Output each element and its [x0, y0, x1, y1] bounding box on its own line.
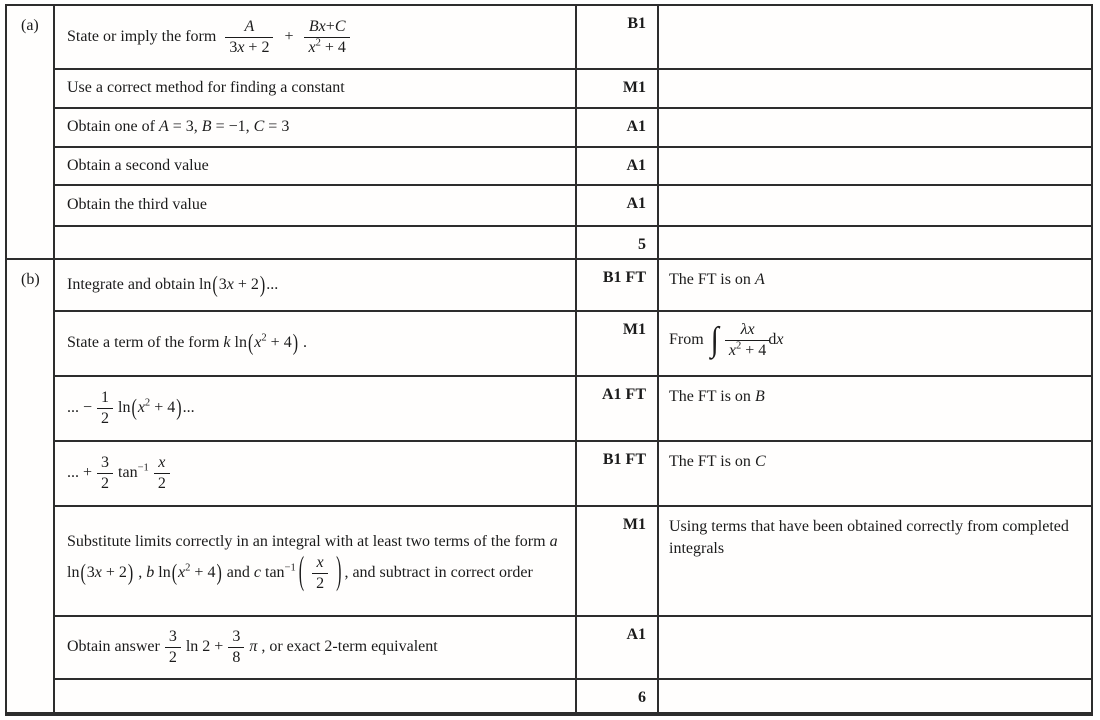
desc-b2-text: State a term of the form k $\ln(x^2 + 4)$ .: [67, 331, 308, 356]
comment-a3: [659, 109, 1091, 148]
comment-a2: [659, 70, 1091, 109]
comment-b5-text: Using terms that have been obtained correctly from completed integrals: [669, 518, 1069, 557]
comment-b3-text: The FT is on B: [669, 388, 765, 405]
desc-b1-text: Integrate and obtain ln(3x + 2)...: [67, 272, 279, 298]
desc-b1: [55, 260, 577, 312]
comment-b2: [659, 312, 1091, 377]
total-part-b: 6: [577, 680, 659, 712]
comment-b7: [659, 680, 1091, 712]
desc-b3-pre: ... −: [67, 399, 93, 417]
desc-b6-mid: ln 2 +: [185, 638, 224, 656]
desc-a2: [55, 70, 577, 109]
fraction-x-over-2: $\frac{x}{2}$: [312, 554, 328, 592]
desc-a4-text: Obtain a second value: [67, 156, 209, 174]
comment-b2-text: From: [669, 330, 704, 348]
total-part-a: 5: [577, 227, 659, 260]
plus-operator: +: [284, 27, 294, 45]
desc-b4: [55, 442, 577, 507]
desc-b3: [55, 377, 577, 442]
mark-b6: A1: [577, 617, 659, 680]
mark-b5: M1: [577, 507, 659, 617]
desc-b2: [55, 312, 577, 377]
fraction-1-over-2: $\frac{1}{2}$: [97, 389, 113, 427]
comment-b6: [659, 617, 1091, 680]
mark-b3: A1 FT: [577, 377, 659, 442]
comment-a4: [659, 148, 1091, 186]
desc-a1: [55, 6, 577, 70]
comment-b1-text: The FT is on A: [669, 271, 765, 288]
part-a-text: (a): [21, 17, 39, 34]
fraction-lambdax-over-x2p4: $\frac{\lambda x}{x^2 + 4}$: [725, 321, 770, 359]
comment-b4-text: The FT is on C: [669, 453, 766, 470]
comment-b4: [659, 442, 1091, 507]
desc-a5: [55, 186, 577, 227]
desc-b6: [55, 617, 577, 680]
desc-a5-text: Obtain the third value: [67, 196, 207, 214]
desc-a3: [55, 109, 577, 148]
mark-a1: B1: [577, 6, 659, 70]
comment-b3: [659, 377, 1091, 442]
desc-b7-empty: [55, 680, 577, 712]
comment-a6: [659, 227, 1091, 260]
desc-a2-text: Use a correct method for finding a constant: [67, 79, 345, 97]
desc-b5: [55, 507, 577, 617]
desc-b5-flow1: Substitute limits correctly in an integral with at least two terms of the form a ln(3x + 2) , b $\ln(x^2 + 4)$ and c $\tan^{-1}$: [67, 532, 558, 586]
mark-b4: B1 FT: [577, 442, 659, 507]
desc-b3-post: $\ln(x^2 + 4)$...: [118, 396, 195, 421]
dx-term: dx: [768, 330, 784, 348]
desc-a1-text: State or imply the form: [67, 27, 217, 45]
big-right-paren: ): [336, 551, 342, 593]
comment-b1: [659, 260, 1091, 312]
comment-a5: [659, 186, 1091, 227]
fraction-x-over-2: $\frac{x}{2}$: [154, 454, 170, 492]
mark-a3: A1: [577, 109, 659, 148]
desc-a6-empty: [55, 227, 577, 260]
mark-a2: M1: [577, 70, 659, 109]
fraction-a-over-3x2: $\frac{A}{3x + 2}$: [225, 18, 273, 56]
part-label-a: [7, 6, 55, 260]
mark-a5: A1: [577, 186, 659, 227]
fraction-bxc-over-x2p4: $\frac{Bx+C}{x^2 + 4}$: [304, 18, 349, 56]
desc-b5-flow2: , and subtract in correct order: [344, 564, 533, 582]
mark-b1: B1 FT: [577, 260, 659, 312]
fraction-3-over-2: $\frac{3}{2}$: [97, 454, 113, 492]
mark-b2: M1: [577, 312, 659, 377]
desc-b6-post: π , or exact 2-term equivalent: [249, 638, 438, 656]
comment-a1: [659, 6, 1091, 70]
desc-a4: [55, 148, 577, 186]
integral-sign: ∫: [710, 320, 719, 359]
fraction-3-over-8: $\frac{3}{8}$: [228, 628, 244, 666]
desc-b4-pre: ... +: [67, 464, 93, 482]
comment-b5: [659, 507, 1091, 617]
fraction-3-over-2: $\frac{3}{2}$: [165, 628, 181, 666]
mark-scheme-table: [5, 4, 1093, 716]
desc-b6-pre: Obtain answer: [67, 638, 160, 656]
part-b-text: (b): [21, 271, 40, 288]
desc-a3-text: Obtain one of A = 3, B = −1, C = 3: [67, 118, 290, 136]
desc-b4-tan: $\tan^{-1}$: [118, 462, 149, 482]
mark-a4: A1: [577, 148, 659, 186]
part-label-b: [7, 260, 55, 712]
big-left-paren: (: [298, 551, 305, 593]
